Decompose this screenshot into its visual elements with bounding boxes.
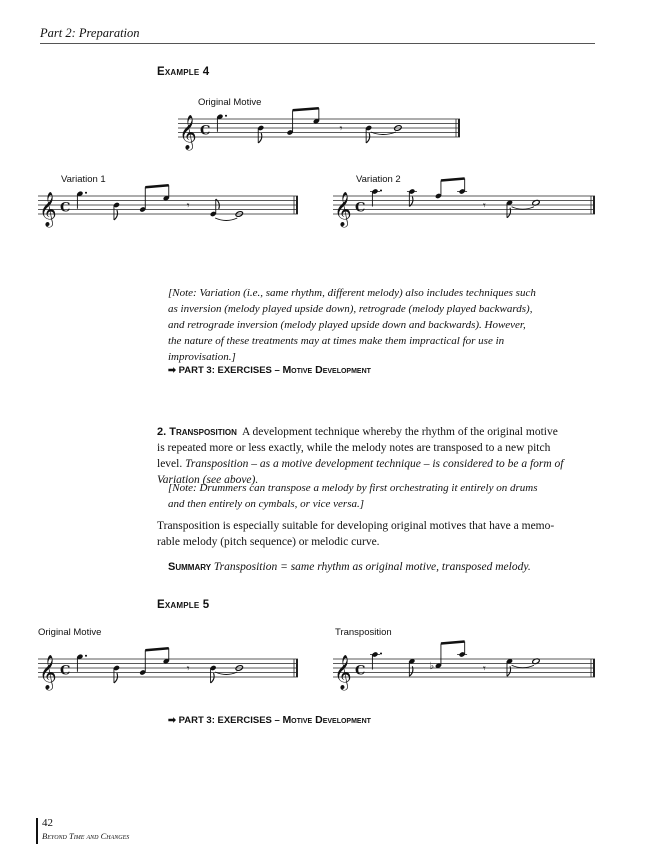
- staff-original-motive-ex4: [178, 110, 460, 148]
- paragraph-line: [157, 424, 577, 440]
- eighth-flag: [211, 673, 215, 683]
- staff-group: [38, 648, 298, 691]
- eighth-flag: [258, 133, 262, 143]
- transposition-suitability-paragraph: [157, 518, 554, 550]
- xref-topic: Motive Development: [282, 714, 371, 726]
- variation-note: [168, 285, 536, 365]
- paragraph-text: A development technique whereby the rhythm of the original motive: [241, 426, 558, 438]
- note-line: improvisation.]: [168, 351, 236, 363]
- eighth-flag: [114, 210, 118, 220]
- beam: [145, 185, 169, 187]
- common-time-icon: C: [200, 123, 211, 139]
- xref-part: PART 3: EXERCISES: [178, 715, 272, 726]
- beam: [293, 108, 319, 110]
- paragraph-line: rable melody (pitch sequence) or melodic curve.: [157, 536, 380, 548]
- tie: [512, 207, 534, 210]
- transposition-label: Transposition: [335, 627, 392, 638]
- staff-variation-1: [38, 187, 298, 225]
- variation-1-label: Variation 1: [61, 174, 106, 185]
- arrow-right-icon: ➡: [168, 715, 176, 726]
- example-4-title: Example 4: [157, 66, 210, 78]
- note-line: and retrograde inversion (melody played upside down and backwards). However,: [168, 319, 526, 331]
- note-line: the nature of these treatments may at times make them impractical for use in: [168, 335, 505, 347]
- flat-accidental-icon: ♭: [429, 660, 435, 672]
- beam: [145, 648, 169, 650]
- eighth-flag: [366, 133, 370, 143]
- transposition-paragraph: [157, 424, 577, 488]
- common-time-icon: C: [355, 200, 366, 216]
- original-motive-label-ex5: Original Motive: [38, 627, 102, 638]
- eighth-rest-icon: 𝄾: [482, 662, 486, 675]
- augmentation-dot: [380, 190, 382, 192]
- running-header: Part 2: Preparation: [40, 26, 140, 40]
- note-line: [Note: Drummers can transpose a melody by first orchestrating it entirely on drums: [168, 482, 538, 494]
- footer-bar: [36, 818, 38, 844]
- paragraph-line: Transposition is especially suitable for developing original motives that have a memo-: [157, 520, 555, 532]
- treble-clef-icon: 𝄞: [334, 655, 352, 690]
- xref-dash: –: [271, 715, 283, 726]
- staff-group: [333, 642, 595, 692]
- summary: [168, 559, 531, 575]
- treble-clef-icon: 𝄞: [39, 655, 57, 690]
- paragraph-text-italic: Transposition – as a motive development technique – is considered to be a form of: [185, 458, 564, 470]
- drummer-note: [168, 480, 538, 512]
- paragraph-line: is repeated more or less exactly, while the melody notes are transposed to a new pitch: [157, 442, 551, 454]
- treble-clef-icon: 𝄞: [39, 192, 57, 227]
- paragraph-line: [157, 456, 577, 472]
- augmentation-dot: [380, 653, 382, 655]
- original-motive-label: Original Motive: [198, 97, 262, 108]
- augmentation-dot: [85, 192, 87, 194]
- variation-2-label: Variation 2: [356, 174, 401, 185]
- common-time-icon: C: [355, 663, 366, 679]
- cross-reference-2[interactable]: [168, 714, 371, 726]
- xref-topic: Motive Development: [282, 364, 371, 376]
- note-line: and then entirely on cymbals, or vice versa.]: [168, 498, 365, 510]
- common-time-icon: C: [60, 663, 71, 679]
- tie: [512, 665, 534, 668]
- xref-part: PART 3: EXERCISES: [178, 365, 272, 376]
- transposition-heading: 2. Transposition: [157, 426, 237, 438]
- eighth-rest-icon: 𝄾: [186, 199, 190, 212]
- paragraph-text: level.: [157, 458, 183, 470]
- note-line: as inversion (melody played upside down), retrograde (melody played backwards),: [168, 303, 533, 315]
- staff-group: [333, 179, 595, 229]
- staff-original-motive-ex5: [38, 650, 298, 688]
- summary-text: Transposition = same rhythm as original motive, transposed melody.: [213, 561, 531, 573]
- beam: [441, 642, 465, 644]
- staff-variation-2: [333, 187, 595, 225]
- eighth-flag: [114, 673, 118, 683]
- augmentation-dot: [225, 115, 227, 117]
- staff-transposition: [333, 650, 595, 688]
- treble-clef-icon: 𝄞: [334, 192, 352, 227]
- treble-clef-icon: 𝄞: [179, 115, 197, 150]
- book-title: Beyond Time and Changes: [42, 831, 130, 841]
- paragraph-line: Variation (see above).: [157, 474, 259, 486]
- eighth-rest-icon: 𝄾: [482, 199, 486, 212]
- augmentation-dot: [85, 655, 87, 657]
- header-rule: [40, 43, 595, 44]
- arrow-right-icon: ➡: [168, 365, 176, 376]
- staff-group: [38, 185, 298, 228]
- staff-group: [178, 108, 460, 151]
- xref-dash: –: [271, 365, 283, 376]
- beam: [441, 179, 465, 181]
- eighth-rest-icon: 𝄾: [339, 122, 343, 135]
- example-5-title: Example 5: [157, 599, 210, 611]
- tie: [215, 218, 237, 221]
- cross-reference-1[interactable]: [168, 364, 371, 376]
- page-number: 42: [42, 817, 53, 829]
- summary-label: Summary: [168, 561, 212, 573]
- common-time-icon: C: [60, 200, 71, 216]
- note-line: [Note: Variation (i.e., same rhythm, different melody) also includes techniques such: [168, 287, 536, 299]
- eighth-rest-icon: 𝄾: [186, 662, 190, 675]
